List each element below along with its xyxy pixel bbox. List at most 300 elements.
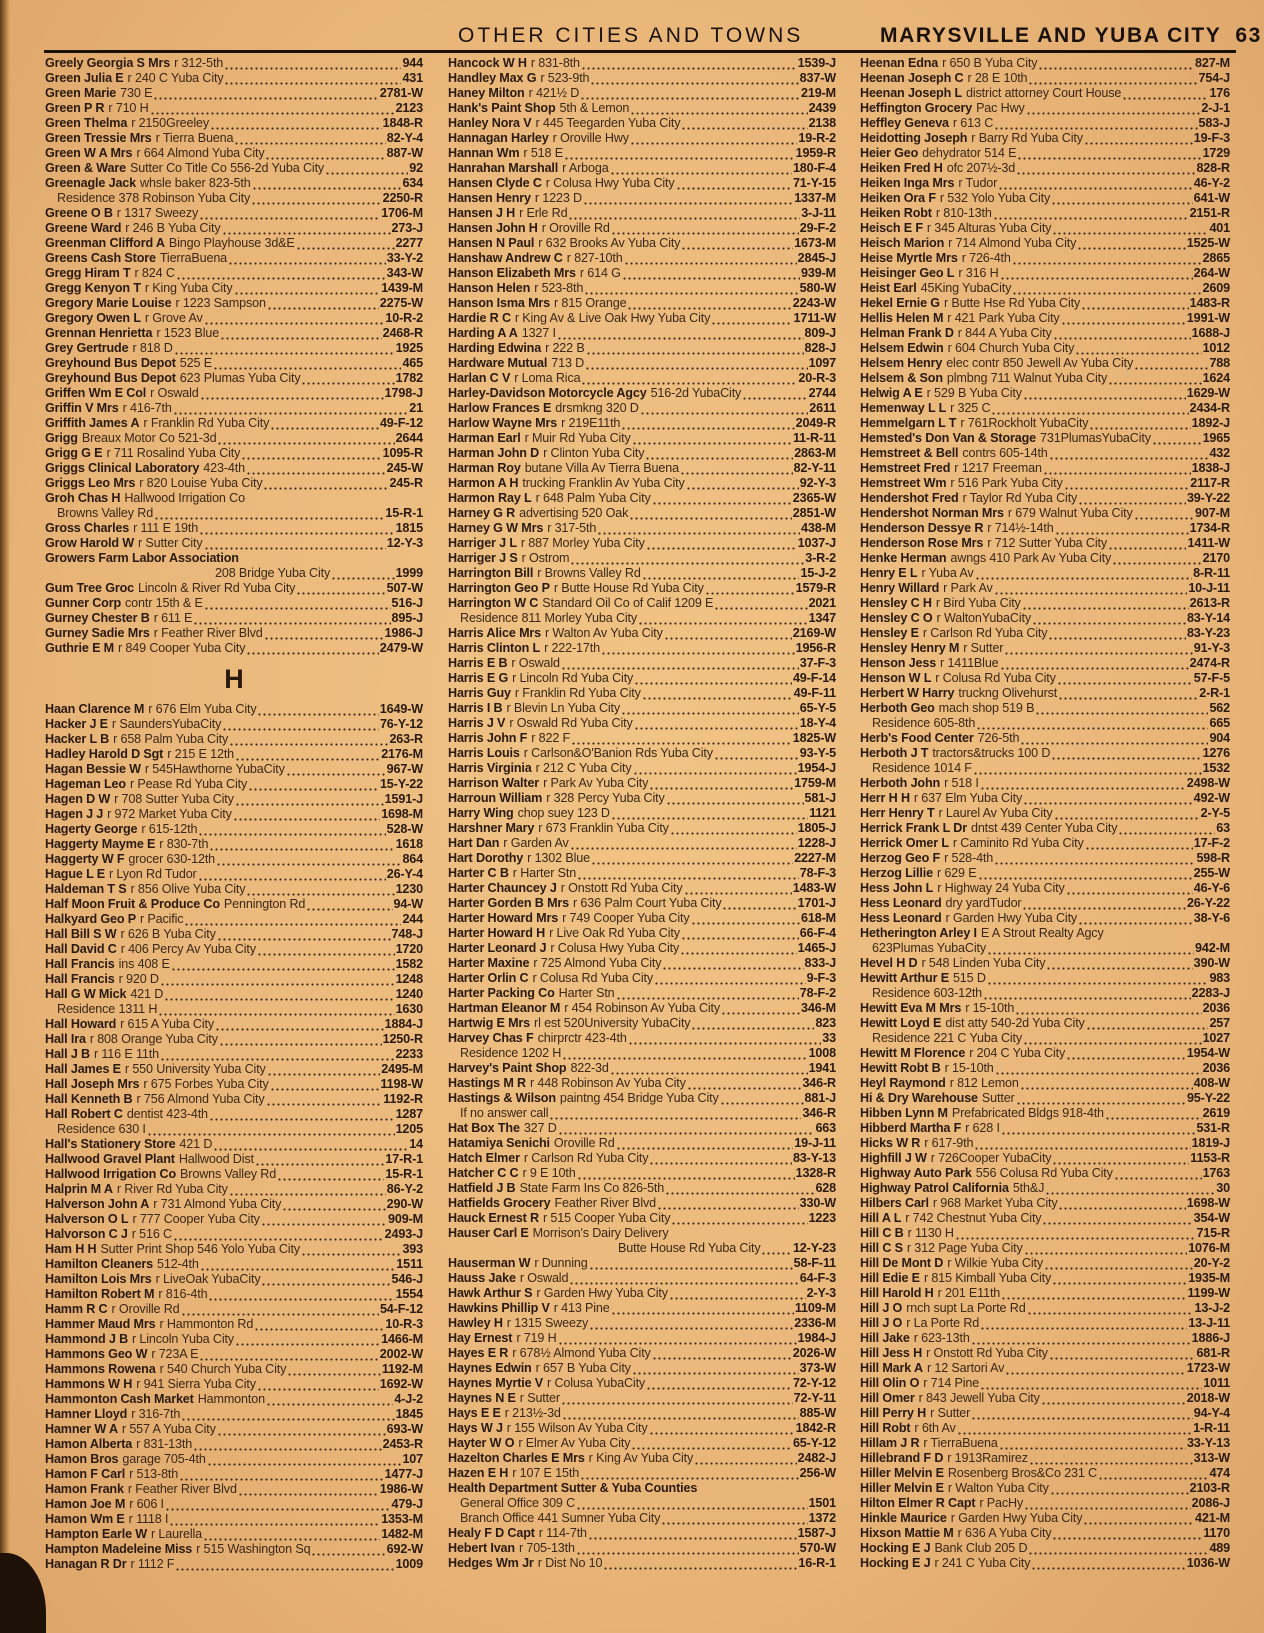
listing-row bbox=[45, 551, 423, 566]
listing-phone: 393 bbox=[402, 1242, 423, 1256]
listing-name: Helwig A E bbox=[860, 386, 923, 400]
listing-phone: 438-M bbox=[801, 521, 836, 535]
listing-phone: 19-J-11 bbox=[794, 1136, 836, 1150]
listing-phone: 346-R bbox=[802, 1106, 836, 1120]
listing-phone: 465 bbox=[402, 356, 423, 370]
listing-address: r Grove Av bbox=[144, 311, 203, 325]
listing-row bbox=[45, 822, 423, 837]
listing-address: 730 E bbox=[120, 86, 153, 100]
listing-phone: 13-J-11 bbox=[1188, 1316, 1230, 1330]
listing-name: Harris Virginia bbox=[448, 761, 532, 775]
listing-address: r 632 Brooks Av Yuba City bbox=[538, 236, 681, 250]
dot-leader bbox=[616, 1136, 794, 1151]
listing-name: Harris Clinton L bbox=[448, 641, 541, 655]
dot-leader bbox=[1086, 1016, 1209, 1031]
listing-phone: 58-F-11 bbox=[793, 1256, 836, 1270]
listing-row bbox=[448, 641, 836, 656]
listing-name: Hamner Lloyd bbox=[45, 1407, 128, 1421]
listing-address: Pennington Rd bbox=[223, 897, 306, 911]
listing-address: chirprctr 423-4th bbox=[537, 1031, 627, 1045]
listing-row bbox=[45, 897, 423, 912]
listing-address: r 1523 Blue bbox=[156, 326, 220, 340]
dot-leader bbox=[570, 551, 804, 566]
dot-leader bbox=[610, 1061, 808, 1076]
listing-row bbox=[45, 566, 423, 581]
listing-row bbox=[448, 746, 836, 761]
listing-row bbox=[860, 401, 1230, 416]
listing-row bbox=[45, 146, 423, 161]
listing-row bbox=[45, 1482, 423, 1497]
dot-leader bbox=[1049, 446, 1209, 461]
listing-name: Hall Kenneth B bbox=[45, 1092, 133, 1106]
listing-name: Herr H H bbox=[860, 791, 910, 805]
dot-leader bbox=[252, 176, 402, 191]
dot-leader bbox=[1043, 461, 1191, 476]
listing-row bbox=[448, 1361, 836, 1376]
listing-name: Hill Harold H bbox=[860, 1286, 934, 1300]
listing-phone: 1698-M bbox=[381, 807, 423, 821]
listing-address: r 204 C Yuba City bbox=[969, 1046, 1066, 1060]
dot-leader bbox=[642, 686, 793, 701]
listing-name: Harrison Walter bbox=[448, 776, 540, 790]
listing-phone: 1845 bbox=[395, 1407, 423, 1421]
listing-phone: 10-J-11 bbox=[1188, 581, 1230, 595]
listing-row bbox=[860, 1016, 1230, 1031]
listing-phone: 26-Y-4 bbox=[386, 867, 423, 881]
listing-row bbox=[860, 1001, 1230, 1016]
listing-address: r Caminito Rd Yuba City bbox=[952, 836, 1084, 850]
listing-row bbox=[448, 1121, 836, 1136]
listing-phone: 91-Y-3 bbox=[1193, 641, 1230, 655]
listing-address: r 678½ Almond Yuba City bbox=[512, 1346, 651, 1360]
listing-row bbox=[45, 1332, 423, 1347]
listing-row bbox=[860, 1451, 1230, 1466]
dot-leader bbox=[638, 611, 808, 626]
listing-phone: 489 bbox=[1209, 1541, 1230, 1555]
listing-name: Hayter W O bbox=[448, 1436, 515, 1450]
listing-name: Helsem Edwin bbox=[860, 341, 944, 355]
listing-phone: 3-R-2 bbox=[805, 551, 836, 565]
dot-leader bbox=[1023, 1031, 1202, 1046]
listing-phone: 1121 bbox=[809, 806, 836, 820]
listing-name: Hensley E bbox=[860, 626, 919, 640]
listing-address: advertising 520 Oak bbox=[519, 506, 629, 520]
listing-phone: 864 bbox=[402, 852, 423, 866]
listing-name: Henson W L bbox=[860, 671, 932, 685]
listing-address: r 515 Cooper Yuba City bbox=[543, 1211, 671, 1225]
listing-address: r 529 B Yuba City bbox=[926, 386, 1022, 400]
listing-address: r 518 E bbox=[523, 146, 563, 160]
dot-leader bbox=[1041, 1391, 1186, 1406]
listing-phone: 66-F-4 bbox=[799, 926, 836, 940]
listing-row bbox=[45, 1437, 423, 1452]
listing-address: r 710 H bbox=[108, 101, 149, 115]
listing-address: r 241 C Yuba City bbox=[934, 1556, 1031, 1570]
listing-phone: 2123 bbox=[395, 101, 423, 115]
listing-address: r 1118 I bbox=[128, 1512, 169, 1526]
listing-name: Herr Henry T bbox=[860, 806, 935, 820]
listing-address: dehydrator 514 E bbox=[922, 146, 1017, 160]
dot-leader bbox=[233, 807, 380, 822]
listing-address: r TierraBuena bbox=[923, 1436, 998, 1450]
listing-name: Herbert W Harry bbox=[860, 686, 955, 700]
dot-leader bbox=[646, 536, 797, 551]
listing-address: r Pacific bbox=[140, 912, 184, 926]
dot-leader bbox=[209, 1107, 395, 1122]
listing-name: Haynes Myrtie V bbox=[448, 1376, 544, 1390]
listing-address: r Colusa Hwy Yuba City bbox=[550, 941, 680, 955]
listing-phone: 2049-R bbox=[795, 416, 836, 430]
listing-phone: 1649-W bbox=[379, 702, 423, 716]
listing-name: Hatcher C C bbox=[448, 1166, 519, 1180]
listing-address: r 1223 D bbox=[534, 191, 582, 205]
listing-name: Hays W J bbox=[448, 1421, 503, 1435]
listing-address: r Sutter bbox=[963, 641, 1004, 655]
listing-phone: 21 bbox=[409, 401, 423, 415]
listing-address: r Butte Hse Rd Yuba City bbox=[943, 296, 1081, 310]
listing-row bbox=[860, 296, 1230, 311]
listing-phone: 2439 bbox=[808, 101, 836, 115]
dot-leader bbox=[277, 1167, 384, 1182]
listing-phone: 63 bbox=[1216, 821, 1230, 835]
listing-address: If no answer call bbox=[460, 1106, 549, 1120]
listing-row bbox=[860, 236, 1230, 251]
dot-leader bbox=[987, 971, 1209, 986]
listing-row bbox=[45, 1257, 423, 1272]
dot-leader bbox=[640, 401, 809, 416]
listing-address: r 513-8th bbox=[129, 1467, 179, 1481]
listing-name: Heise Myrtle Mrs bbox=[860, 251, 958, 265]
listing-row bbox=[448, 926, 836, 941]
listing-address: r 312-5th bbox=[174, 56, 224, 70]
dot-leader bbox=[287, 1362, 381, 1377]
dot-leader bbox=[235, 1332, 380, 1347]
listing-phone: 1629-W bbox=[1186, 386, 1230, 400]
listing-name: Healy F D Capt bbox=[448, 1526, 535, 1540]
listing-row bbox=[448, 551, 836, 566]
listing-name: Herboth Geo bbox=[860, 701, 935, 715]
dot-leader bbox=[1045, 1181, 1215, 1196]
listing-phone: 83-Y-14 bbox=[1186, 611, 1230, 625]
listing-address: r Tudor bbox=[958, 176, 998, 190]
listing-address: r 614 G bbox=[579, 266, 621, 280]
listing-address: Prefabricated Bldgs 918-4th bbox=[951, 1106, 1104, 1120]
listing-row bbox=[45, 431, 423, 446]
listing-phone: 29-F-2 bbox=[799, 221, 836, 235]
listing-phone: 17-F-2 bbox=[1193, 836, 1230, 850]
listing-phone: 1954-W bbox=[1186, 1046, 1230, 1060]
listing-phone: 20-R-3 bbox=[798, 371, 836, 385]
listing-phone: 598-R bbox=[1196, 851, 1230, 865]
listing-address: Sutter Co Title Co 556-2d Yuba City bbox=[130, 161, 325, 175]
listing-name: Harriger J L bbox=[448, 536, 517, 550]
listing-address: r 676 Elm Yuba City bbox=[148, 702, 257, 716]
dot-leader bbox=[991, 401, 1188, 416]
dot-leader bbox=[978, 866, 1193, 881]
listing-name: Haggerty Mayme E bbox=[45, 837, 156, 851]
listing-row bbox=[860, 371, 1230, 386]
listing-address: 726-5th bbox=[977, 731, 1020, 745]
listing-row bbox=[448, 581, 836, 596]
listing-address: r 604 Church Yuba City bbox=[947, 341, 1075, 355]
listing-phone: 176 bbox=[1209, 86, 1230, 100]
listing-row bbox=[45, 1422, 423, 1437]
listing-address: r 532 Yolo Yuba City bbox=[939, 191, 1051, 205]
listing-row bbox=[860, 866, 1230, 881]
listing-name: Hiller Melvin E bbox=[860, 1466, 944, 1480]
listing-phone: 1011 bbox=[1203, 1376, 1230, 1390]
listing-address: mach shop 519 B bbox=[938, 701, 1035, 715]
listing-row bbox=[860, 131, 1230, 146]
listing-name: Gregory Marie Louise bbox=[45, 296, 172, 310]
listing-row bbox=[45, 1002, 423, 1017]
dot-leader bbox=[193, 611, 390, 626]
listing-address: r Dunning bbox=[534, 1256, 588, 1270]
listing-name: Hall James E bbox=[45, 1062, 121, 1076]
dot-leader bbox=[976, 716, 1208, 731]
dot-leader bbox=[1061, 311, 1186, 326]
listing-name: Hay Ernest bbox=[448, 1331, 513, 1345]
listing-row bbox=[860, 326, 1230, 341]
listing-name: Hall Francis bbox=[45, 957, 115, 971]
listing-row bbox=[45, 1062, 423, 1077]
listing-name: Hall Robert C bbox=[45, 1107, 123, 1121]
dot-leader bbox=[158, 1002, 394, 1017]
listing-phone: 562 bbox=[1209, 701, 1230, 715]
listing-name: Henry E L bbox=[860, 566, 918, 580]
listing-phone: 49-F-11 bbox=[793, 686, 836, 700]
listing-row bbox=[860, 311, 1230, 326]
listing-row bbox=[448, 1466, 836, 1481]
dot-leader bbox=[153, 86, 378, 101]
listing-phone: 15-R-1 bbox=[385, 1167, 423, 1181]
listing-name: Hansen N Paul bbox=[448, 236, 535, 250]
listing-name: Harter Orlin C bbox=[448, 971, 529, 985]
listing-address: r 731 Almond Yuba City bbox=[153, 1197, 282, 1211]
listing-row bbox=[448, 161, 836, 176]
listing-row bbox=[448, 1481, 836, 1496]
listing-name: Hanshaw Andrew C bbox=[448, 251, 563, 265]
listing-phone: 2086-J bbox=[1191, 1496, 1230, 1510]
dot-leader bbox=[603, 1556, 797, 1571]
dot-leader bbox=[1016, 1091, 1186, 1106]
listing-row bbox=[860, 1526, 1230, 1541]
listing-phone: 14 bbox=[409, 1137, 423, 1151]
listing-name: Hawkins Phillip V bbox=[448, 1301, 550, 1315]
listing-phone: 546-J bbox=[391, 1272, 423, 1286]
dot-leader bbox=[971, 1331, 1191, 1346]
dot-leader bbox=[585, 356, 807, 371]
listing-row bbox=[45, 251, 423, 266]
dot-leader bbox=[631, 1436, 792, 1451]
listing-row bbox=[860, 926, 1230, 941]
listing-name: Hill A L bbox=[860, 1211, 902, 1225]
listing-row bbox=[448, 896, 836, 911]
listing-name: Handley Max G bbox=[448, 71, 537, 85]
listing-address: General Office 309 C bbox=[460, 1496, 576, 1510]
dot-leader bbox=[994, 851, 1195, 866]
listing-row bbox=[448, 1211, 836, 1226]
dot-leader bbox=[1044, 1256, 1193, 1271]
listing-phone: 2-R-1 bbox=[1199, 686, 1230, 700]
listing-row bbox=[860, 1226, 1230, 1241]
listing-name: Hammons W H bbox=[45, 1377, 133, 1391]
dot-leader bbox=[705, 581, 795, 596]
dot-leader bbox=[199, 206, 380, 221]
listing-address: r 808 Orange Yuba City bbox=[89, 1032, 218, 1046]
listing-name: Herzog Lillie bbox=[860, 866, 933, 880]
listing-address: r 723A E bbox=[151, 1347, 199, 1361]
listing-name: Hilton Elmer R Capt bbox=[860, 1496, 976, 1510]
dot-leader bbox=[721, 1001, 800, 1016]
listing-address: 731PlumasYubaCity bbox=[1040, 431, 1151, 445]
dot-leader bbox=[611, 221, 799, 236]
listing-address: r 448 Robinson Av Yuba City bbox=[529, 1076, 686, 1090]
dot-leader bbox=[1057, 671, 1193, 686]
listing-row bbox=[860, 521, 1230, 536]
listing-row bbox=[860, 161, 1230, 176]
listing-row bbox=[448, 446, 836, 461]
listing-address: r 406 Percy Av Yuba City bbox=[120, 942, 256, 956]
listing-row bbox=[448, 1061, 836, 1076]
listing-row bbox=[860, 881, 1230, 896]
listing-name: Green W A Mrs bbox=[45, 146, 133, 160]
listing-phone: 1838-J bbox=[1191, 461, 1230, 475]
listing-address: r 812 Lemon bbox=[949, 1076, 1019, 1090]
listing-phone: 1959-R bbox=[795, 146, 836, 160]
listing-row bbox=[45, 266, 423, 281]
listing-phone: 1153-R bbox=[1190, 1151, 1230, 1165]
listing-row bbox=[45, 626, 423, 641]
listing-row bbox=[448, 1346, 836, 1361]
dot-leader bbox=[591, 851, 793, 866]
listing-row bbox=[448, 566, 836, 581]
listing-row bbox=[860, 191, 1230, 206]
listing-phone: 939-M bbox=[801, 266, 836, 280]
listing-address: r Carlson Rd Yuba City bbox=[523, 1151, 649, 1165]
listing-address: r 711 Rosalind Yuba City bbox=[106, 446, 241, 460]
listing-name: Hamon F Carl bbox=[45, 1467, 126, 1481]
listing-name: Hebert Ivan bbox=[448, 1541, 515, 1555]
listing-name: Harney G W Mrs bbox=[448, 521, 544, 535]
listing-address: r 325 C bbox=[950, 401, 991, 415]
listing-address: r Clinton Yuba City bbox=[543, 446, 645, 460]
listing-name: Helsem & Son bbox=[860, 371, 943, 385]
listing-row bbox=[448, 1001, 836, 1016]
listing-row bbox=[448, 101, 836, 116]
listing-name: Hemsted's Don Van & Storage bbox=[860, 431, 1037, 445]
dot-leader bbox=[686, 476, 799, 491]
listing-phone: 82-Y-4 bbox=[386, 131, 423, 145]
listing-phone: 1248 bbox=[395, 972, 423, 986]
listing-phone: 273-J bbox=[391, 221, 423, 235]
dot-leader bbox=[632, 431, 792, 446]
listing-name: Hemmelgarn L T bbox=[860, 416, 957, 430]
listing-address: r 9 E 10th bbox=[522, 1166, 576, 1180]
listing-name: Harris E G bbox=[448, 671, 509, 685]
listing-phone: 65-Y-12 bbox=[792, 1436, 836, 1450]
listing-row bbox=[45, 1077, 423, 1092]
listing-name: Hicks W R bbox=[860, 1136, 921, 1150]
listing-phone: 330-W bbox=[799, 1196, 836, 1210]
listing-phone: 1892-J bbox=[1191, 416, 1230, 430]
listing-name: Grow Harold W bbox=[45, 536, 135, 550]
listing-phone: 78-F-3 bbox=[799, 866, 836, 880]
listing-name: Hamilton Robert M bbox=[45, 1287, 155, 1301]
listing-name: Hewitt Eva M Mrs bbox=[860, 1001, 962, 1015]
dot-leader bbox=[1020, 731, 1208, 746]
listing-phone: 46-Y-2 bbox=[1193, 176, 1230, 190]
listing-phone: 2474-R bbox=[1189, 656, 1230, 670]
listing-name: Herrick Frank L Dr bbox=[860, 821, 967, 835]
listing-phone: 245-R bbox=[389, 476, 423, 490]
listing-address: r 2150Greeley bbox=[131, 116, 210, 130]
listing-row bbox=[860, 1421, 1230, 1436]
listing-row bbox=[448, 1136, 836, 1151]
listing-address: Rosenberg Bros&Co 231 C bbox=[947, 1466, 1098, 1480]
listing-row bbox=[45, 1377, 423, 1392]
listing-address: r Onstott Rd Yuba City bbox=[560, 881, 683, 895]
listing-name: Hatch Elmer bbox=[448, 1151, 520, 1165]
dot-leader bbox=[980, 776, 1186, 791]
listing-row bbox=[45, 1362, 423, 1377]
listing-address: r 523-9th bbox=[540, 71, 590, 85]
listing-name: Hill Jess H bbox=[860, 1346, 923, 1360]
listing-address: r 636 Palm Court Yuba City bbox=[573, 896, 722, 910]
listing-address: r Oroville Rd bbox=[111, 1302, 180, 1316]
dot-leader bbox=[576, 1496, 808, 1511]
dot-leader bbox=[203, 1527, 380, 1542]
listing-name: Hall Francis bbox=[45, 972, 115, 986]
listing-row bbox=[45, 882, 423, 897]
listing-name: Hewitt Arthur E bbox=[860, 971, 949, 985]
dot-leader bbox=[296, 236, 395, 251]
listing-phone: 2233 bbox=[395, 1047, 423, 1061]
dot-leader bbox=[267, 296, 379, 311]
listing-address: r Laurella bbox=[151, 1527, 203, 1541]
listing-row bbox=[45, 987, 423, 1002]
dot-leader bbox=[1049, 1346, 1196, 1361]
dot-leader bbox=[1022, 896, 1185, 911]
dot-leader bbox=[1001, 1121, 1196, 1136]
listing-address: Butte House Rd Yuba City bbox=[618, 1241, 761, 1255]
dot-leader bbox=[561, 656, 799, 671]
listing-name: Harding Edwina bbox=[448, 341, 542, 355]
listing-row bbox=[448, 941, 836, 956]
section-letter-heading: H bbox=[224, 664, 244, 694]
listing-name: Harter Gorden B Mrs bbox=[448, 896, 570, 910]
dot-leader bbox=[999, 1436, 1186, 1451]
dot-leader bbox=[622, 266, 800, 281]
listing-address: 623 Plumas Yuba City bbox=[179, 371, 301, 385]
listing-row bbox=[860, 1496, 1230, 1511]
listing-name: Hillebrand F D bbox=[860, 1451, 944, 1465]
listing-name: Hazelton Charles E Mrs bbox=[448, 1451, 585, 1465]
listing-phone: 263-R bbox=[389, 732, 423, 746]
listing-phone: 2863-M bbox=[794, 446, 836, 460]
listing-row bbox=[448, 821, 836, 836]
listing-row bbox=[45, 191, 423, 206]
listing-address: r 12 Sartori Av bbox=[926, 1361, 1005, 1375]
listing-name: Hall's Stationery Store bbox=[45, 1137, 176, 1151]
listing-phone: 1539-J bbox=[797, 56, 836, 70]
listing-row bbox=[448, 1016, 836, 1031]
listing-row bbox=[860, 611, 1230, 626]
listing-row bbox=[448, 656, 836, 671]
listing-row bbox=[448, 716, 836, 731]
listing-address: r 416-7th bbox=[122, 401, 172, 415]
listing-name: Hank's Paint Shop bbox=[448, 101, 556, 115]
